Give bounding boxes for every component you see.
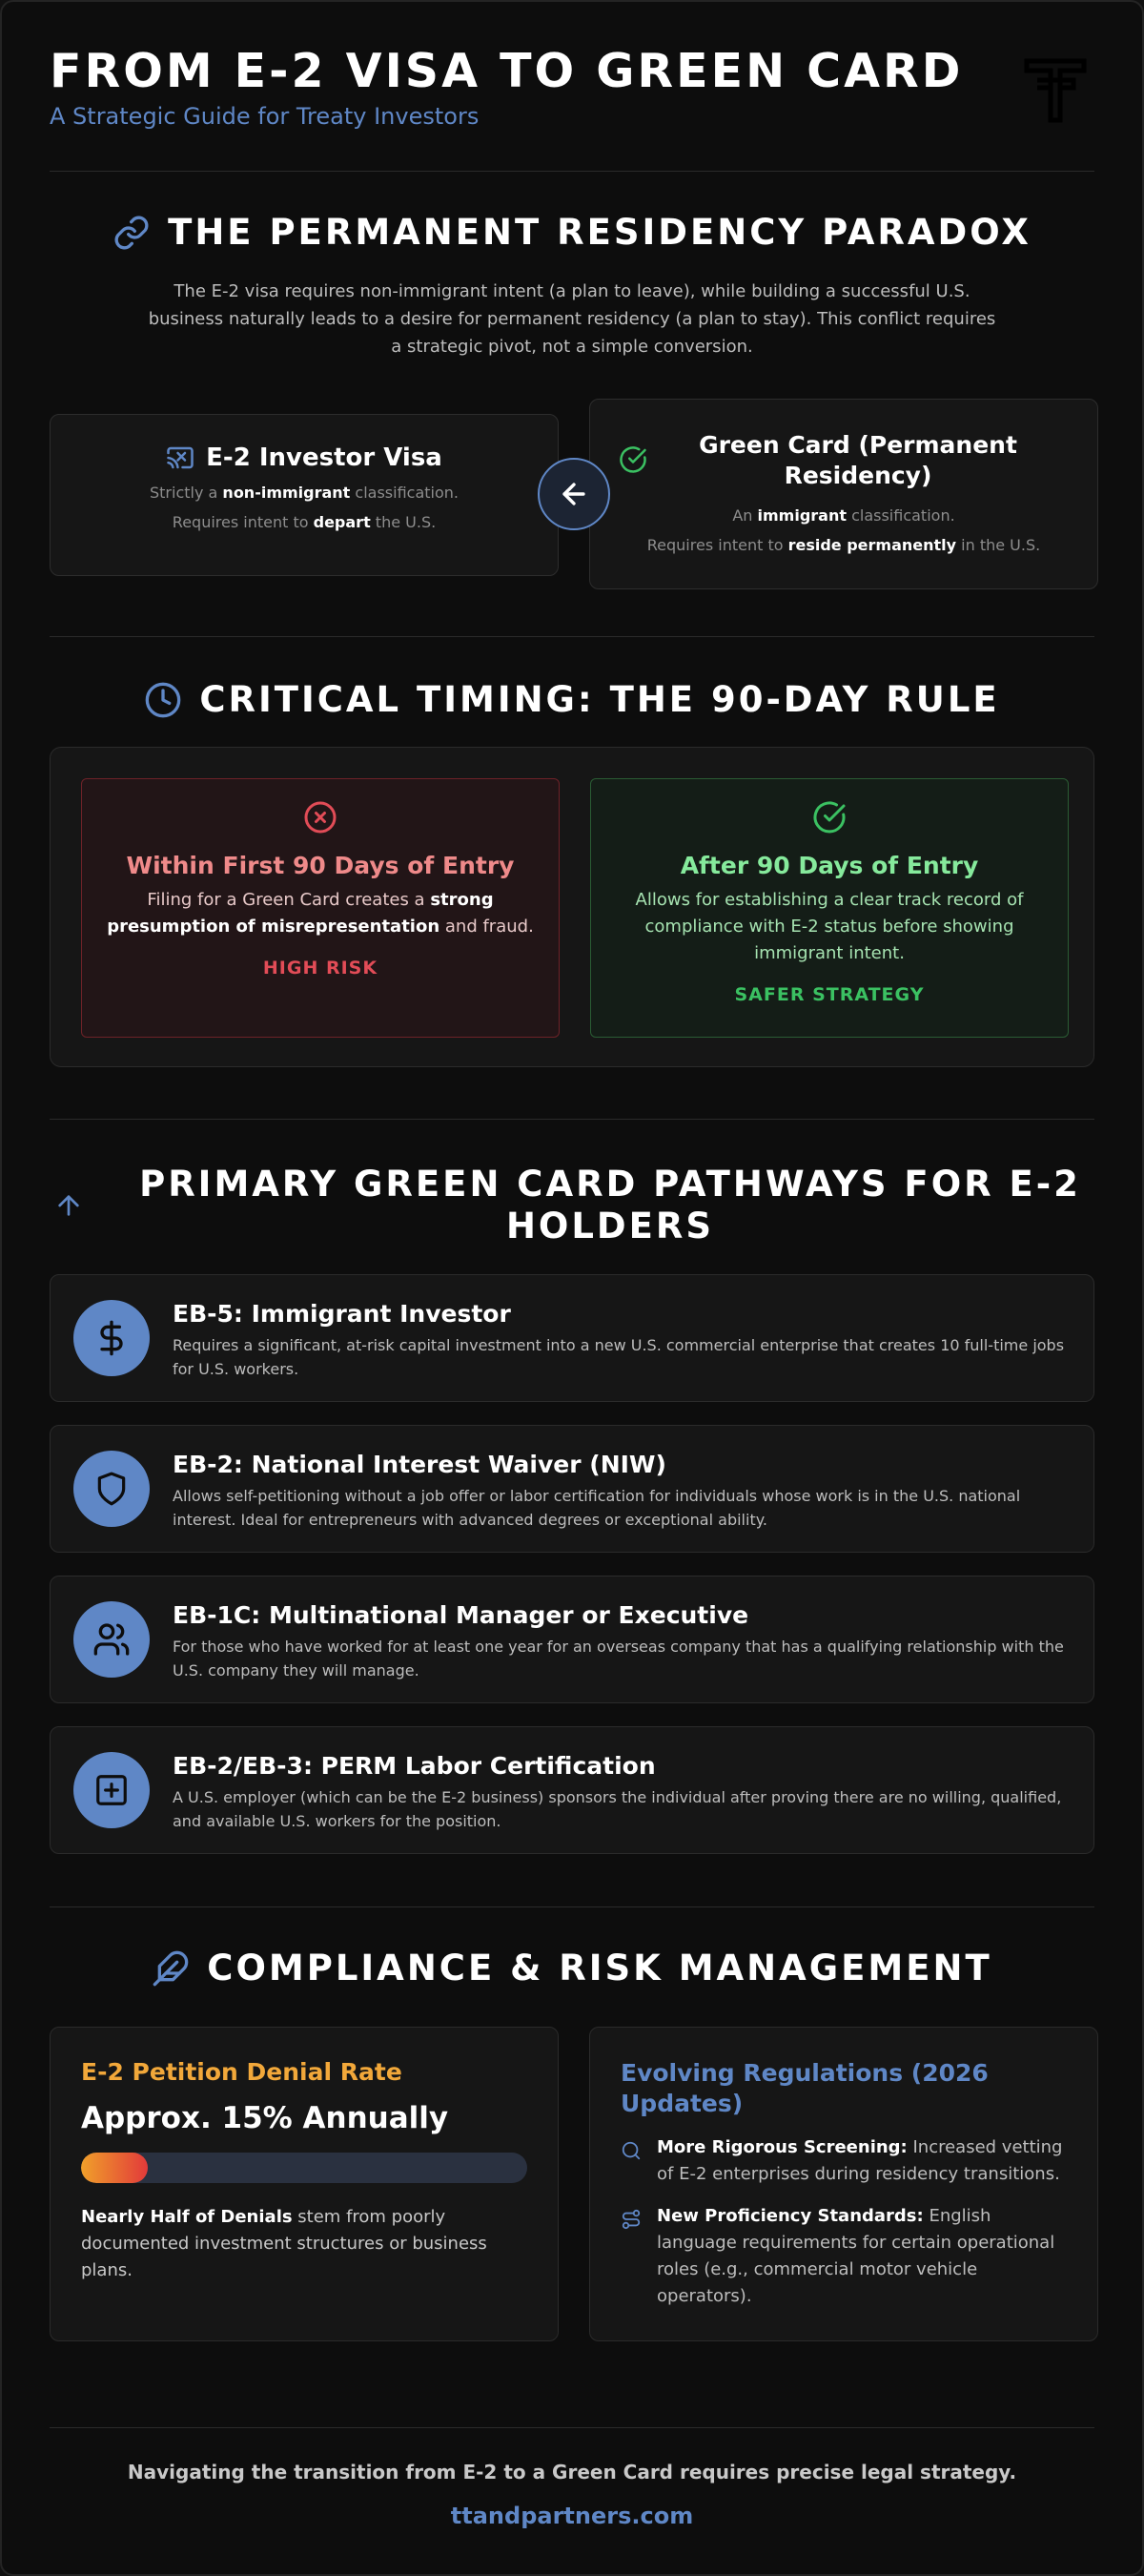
high-risk-card: [81, 778, 560, 1038]
compliance-title: COMPLIANCE & RISK MANAGEMENT: [207, 1947, 992, 1989]
clock-icon: [144, 681, 182, 719]
plus-square-icon: [73, 1752, 150, 1828]
pathway-card-eb1c: [50, 1576, 1094, 1703]
route-icon: [621, 2209, 642, 2230]
denial-rate-bar-fill: [81, 2153, 148, 2183]
website-link[interactable]: ttandpartners.com: [450, 2503, 694, 2529]
check-circle-icon: [812, 800, 847, 835]
pathway-title: EB-1C: Multinational Manager or Executive: [173, 1601, 749, 1629]
green-card-card: [589, 399, 1098, 589]
pathway-text: Allows self-petitioning without a job offer or labor certification for individuals whose work is in the U.S. national interest. Ideal for entrepreneurs with advanced degrees or exceptional ability.: [173, 1487, 1021, 1529]
regulations-title: Evolving Regulations (2026 Updates): [621, 2059, 989, 2117]
denial-value: Approx. 15% Annually: [81, 2101, 449, 2135]
denial-rate-bar: [81, 2153, 527, 2183]
paradox-title: THE PERMANENT RESIDENCY PARADOX: [168, 212, 1032, 253]
visa-comparison: [50, 399, 1094, 589]
pathway-title: EB-2/EB-3: PERM Labor Certification: [173, 1752, 656, 1780]
shield-icon: [73, 1451, 150, 1527]
check-circle-icon: [619, 445, 647, 474]
green-card-title: Green Card (Permanent Residency): [699, 431, 1017, 489]
denial-note: Nearly Half of Denials stem from poorly documented investment structures or business plans.: [81, 2207, 487, 2280]
header: [50, 2, 1094, 172]
risk-title: Within First 90 Days of Entry: [126, 852, 515, 879]
regulation-item: More Rigorous Screening: Increased vetting of E-2 enterprises during residency transitions.: [621, 2134, 1067, 2188]
pathway-text: Requires a significant, at-risk capital investment into a new U.S. commercial enterprise that creates 10 full-time jobs for U.S. workers.: [173, 1336, 1065, 1378]
risk-text: Filing for a Green Card creates a strong presumption of misrepresentation and fraud.: [107, 890, 534, 937]
e2-visa-title: E-2 Investor Visa: [206, 443, 442, 472]
link-icon: [112, 214, 151, 252]
cast-icon: [166, 443, 194, 472]
x-circle-icon: [303, 800, 337, 835]
regulations-card: [589, 2027, 1098, 2341]
pathway-card-eb2-niw: [50, 1425, 1094, 1553]
arrow-left-icon: [558, 478, 590, 510]
pathway-title: EB-2: National Interest Waiver (NIW): [173, 1451, 666, 1478]
footer-tagline: Navigating the transition from E-2 to a Green Card requires precise legal strategy.: [127, 2461, 1017, 2483]
gc-line-1: An immigrant classification.: [732, 506, 955, 525]
compliance-grid: [50, 2027, 1094, 2341]
feather-icon: [152, 1949, 190, 1988]
e2-visa-card: [50, 414, 559, 576]
e2-line-2: Requires intent to depart the U.S.: [172, 513, 437, 531]
e2-line-1: Strictly a non-immigrant classification.: [150, 484, 459, 502]
regulation-item: New Proficiency Standards: English language requirements for certain operational roles (e.g., commercial motor vehicle operators).: [621, 2203, 1067, 2310]
paradox-section: [50, 172, 1094, 637]
transition-arrow: [538, 458, 610, 530]
compliance-heading: [50, 1947, 1094, 1989]
compliance-section: [50, 1907, 1094, 2428]
timing-title: CRITICAL TIMING: THE 90-DAY RULE: [199, 679, 1000, 720]
pathway-text: A U.S. employer (which can be the E-2 business) sponsors the individual after proving there are no willing, qualified, and available U.S. workers for the position.: [173, 1788, 1062, 1830]
arrow-up-icon: [53, 1190, 84, 1221]
pathway-title: EB-5: Immigrant Investor: [173, 1300, 511, 1328]
safer-strategy-card: [590, 778, 1069, 1038]
pathways-title: PRIMARY GREEN CARD PATHWAYS FOR E-2 HOLDERS: [139, 1164, 1081, 1247]
denial-label: E-2 Petition Denial Rate: [81, 2058, 402, 2086]
footer: [2, 2428, 1142, 2529]
safe-text: Allows for establishing a clear track record of compliance with E-2 status before showing immigrant intent.: [635, 890, 1024, 963]
page-subtitle: A Strategic Guide for Treaty Investors: [50, 103, 480, 130]
timing-section: [50, 637, 1094, 1120]
paradox-intro: The E-2 visa requires non-immigrant intent (a plan to leave), while building a successful U.S. business naturally leads to a desire for permanent residency (a plan to stay). This conflict requires a strategic pivot, not a simple conversion.: [148, 281, 996, 357]
users-icon: [73, 1601, 150, 1678]
pathway-card-perm: [50, 1726, 1094, 1854]
pathways-section: [50, 1120, 1094, 1907]
pathway-card-eb5: [50, 1274, 1094, 1402]
denial-rate-card: [50, 2027, 559, 2341]
tt-monogram-logo: [1024, 57, 1087, 124]
paradox-heading: [50, 212, 1094, 253]
safe-title: After 90 Days of Entry: [680, 852, 979, 879]
pathway-text: For those who have worked for at least one year for an overseas company that has a qualifying relationship with the U.S. company they will manage.: [173, 1638, 1064, 1680]
safe-tag: SAFER STRATEGY: [734, 984, 925, 1005]
gc-line-2: Requires intent to reside permanently in the U.S.: [646, 536, 1041, 554]
risk-tag: HIGH RISK: [262, 958, 378, 979]
dollar-icon: [73, 1300, 150, 1376]
pathways-heading: [50, 1164, 1094, 1247]
timing-panel: [50, 747, 1094, 1067]
timing-heading: [50, 679, 1094, 720]
search-icon: [621, 2140, 642, 2161]
page-title: FROM E-2 VISA TO GREEN CARD: [50, 44, 964, 98]
